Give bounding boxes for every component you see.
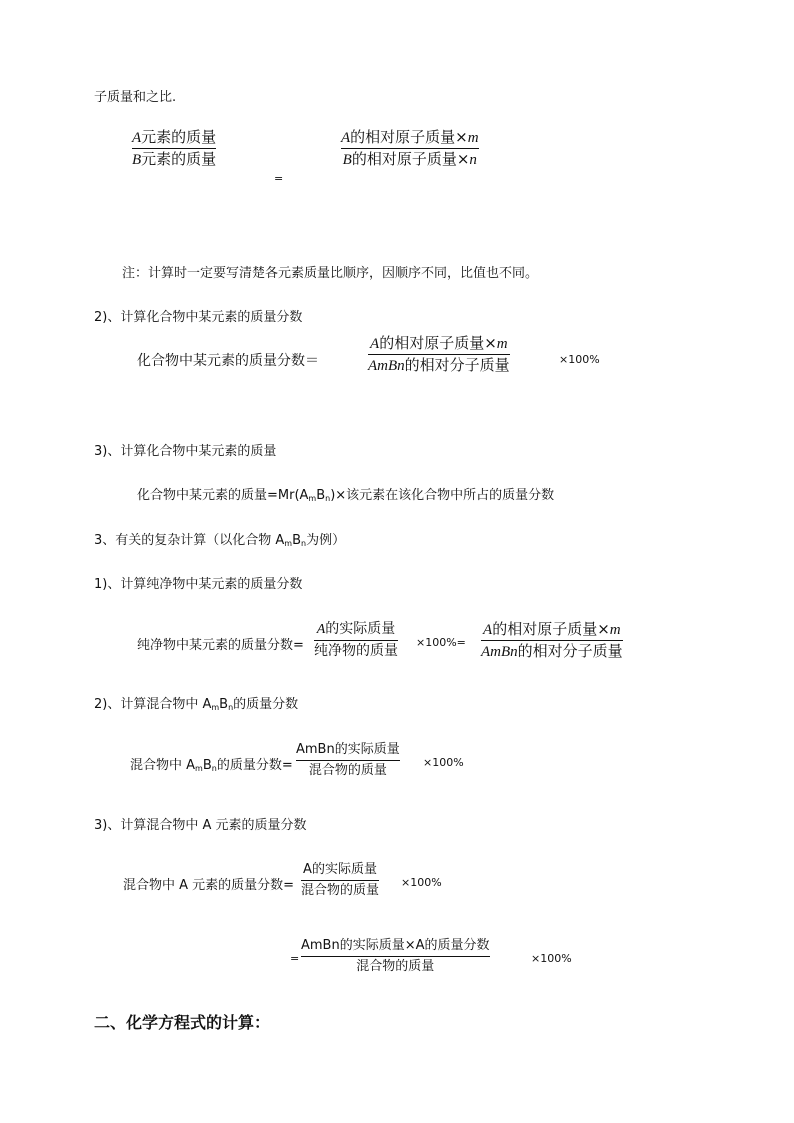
p3-formula2-prefix: =	[290, 952, 300, 965]
p1-mid: ×100%=	[416, 636, 466, 649]
p2-lhs: 混合物中 $A_mB_n$的质量分数=	[130, 758, 293, 773]
p1-lhs: 纯净物中某元素的质量分数=	[137, 638, 304, 653]
sec2-title: 2)、计算化合物中某元素的质量分数	[94, 310, 303, 325]
ratio-right-fraction: A的相对原子质量×m B的相对原子质量×n	[341, 128, 479, 168]
var-a: A	[132, 130, 142, 146]
sec3-title: 3)、计算化合物中某元素的质量	[94, 444, 277, 459]
intro-line: 子质量和之比.	[94, 90, 177, 105]
section-heading: 二、化学方程式的计算：	[94, 1013, 271, 1032]
p1-fraction-2: A的相对原子质量×m AmBn的相对分子质量	[481, 620, 623, 660]
p3-fraction: A的实际质量 混合物的质量	[301, 862, 380, 898]
p3-fraction-2: AmBn的实际质量×A的质量分数 混合物的质量	[301, 938, 490, 974]
var-b: B	[132, 152, 142, 168]
sec2-lhs: 化合物中某元素的质量分数＝	[137, 353, 319, 369]
p3-title: 3)、计算混合物中 A 元素的质量分数	[94, 818, 307, 833]
p3-lhs: 混合物中 A 元素的质量分数=	[123, 878, 295, 893]
sec2-suffix: ×100%	[559, 353, 600, 366]
note-text: 注：计算时一定要写清楚各元素质量比顺序，因顺序不同，比值也不同。	[122, 266, 539, 281]
p1-title: 1)、计算纯净物中某元素的质量分数	[94, 577, 303, 592]
p2-fraction: AmBn的实际质量 混合物的质量	[296, 742, 400, 778]
p3-suffix: ×100%	[401, 876, 442, 889]
p3-formula2-suffix: ×100%	[531, 952, 572, 965]
p2-suffix: ×100%	[423, 756, 464, 769]
ratio-left-fraction: A元素的质量 B元素的质量	[132, 128, 217, 168]
ratio-equals: =	[274, 172, 284, 185]
sec3-formula: 化合物中某元素的质量$=Mr(A_mB_n)\times$该元素在该化合物中所占的质量分数	[137, 488, 555, 503]
part3-title: 3、有关的复杂计算（以化合物 $A_mB_n$为例）	[94, 533, 346, 548]
sec2-fraction: A的相对原子质量×m AmBn的相对分子质量	[368, 334, 510, 374]
p1-fraction-1: A的实际质量 纯净物的质量	[314, 621, 398, 659]
p2-title: 2)、计算混合物中 $A_mB_n$的质量分数	[94, 697, 299, 712]
